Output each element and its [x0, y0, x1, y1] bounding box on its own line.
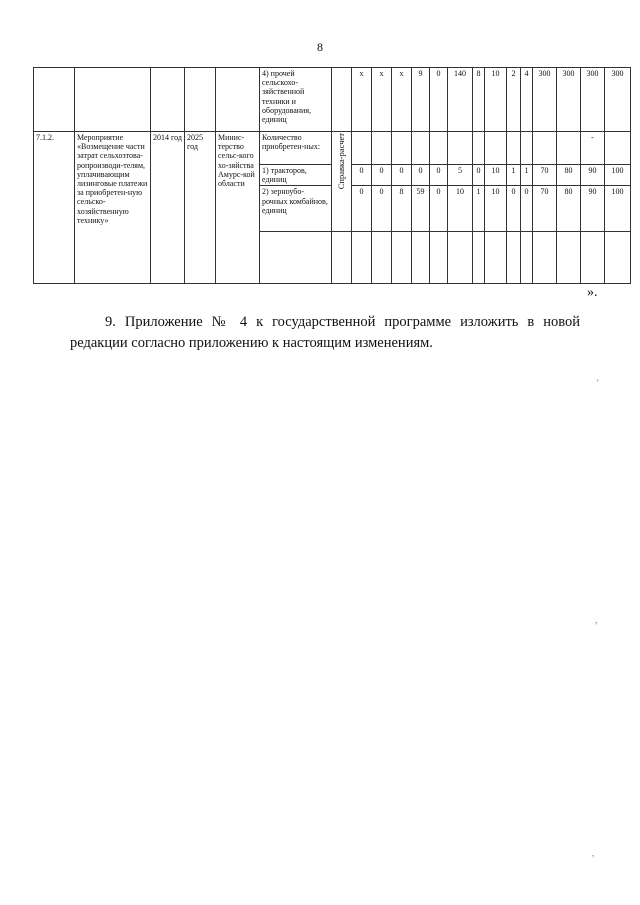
- empty-cell: [605, 232, 631, 284]
- value-cell: x: [352, 68, 372, 132]
- value-cell: 70: [533, 186, 557, 232]
- empty-cell: [485, 132, 507, 165]
- value-cell: 1: [507, 165, 521, 186]
- value-cell: 2: [507, 68, 521, 132]
- value-cell: 300: [581, 68, 605, 132]
- empty-cell: [521, 232, 533, 284]
- value-cell: 100: [605, 186, 631, 232]
- executor-cell: Минис-терство сельс-кого хо-зяйства Амурс-кой области: [216, 132, 260, 284]
- header-mark-cell: -: [581, 132, 605, 165]
- empty-cell: [533, 232, 557, 284]
- empty-cell: [412, 232, 430, 284]
- program-table: [33, 67, 631, 284]
- empty-cell: [533, 132, 557, 165]
- value-cell: 300: [533, 68, 557, 132]
- indicator-cell: 1) тракторов, единиц: [260, 165, 332, 186]
- empty-cell: [430, 232, 448, 284]
- value-cell: 300: [605, 68, 631, 132]
- value-cell: 140: [448, 68, 473, 132]
- empty-cell: [507, 132, 521, 165]
- empty-cell: [581, 232, 605, 284]
- value-cell: x: [392, 68, 412, 132]
- value-cell: 90: [581, 165, 605, 186]
- measure-name-cell: Мероприятие «Возмещение части затрат сельхозтова-ропроизводи-телям, уплачивающим лизинговые платежи за приобретен-ную сельско-хозяйственную технику»: [75, 132, 151, 284]
- value-cell: 8: [473, 68, 485, 132]
- cell-start-empty: [151, 68, 185, 132]
- value-cell: 0: [412, 165, 430, 186]
- empty-cell: [372, 232, 392, 284]
- table-row-other-machinery: [34, 68, 631, 132]
- indicator-cell: 2) зерноубо-рочных комбайнов, единиц: [260, 186, 332, 232]
- value-cell: 100: [605, 165, 631, 186]
- value-cell: x: [372, 68, 392, 132]
- empty-cell: [352, 132, 372, 165]
- empty-cell: [485, 232, 507, 284]
- empty-cell: [412, 132, 430, 165]
- scan-mark: ,: [592, 848, 595, 858]
- empty-cell: [392, 132, 412, 165]
- value-cell: 1: [521, 165, 533, 186]
- scan-mark: ,: [595, 615, 598, 625]
- value-cell: 80: [557, 165, 581, 186]
- cell-code-empty: [34, 68, 75, 132]
- value-cell: 90: [581, 186, 605, 232]
- value-cell: 0: [372, 165, 392, 186]
- value-cell: 8: [392, 186, 412, 232]
- value-cell: 0: [430, 165, 448, 186]
- value-cell: 0: [430, 186, 448, 232]
- value-cell: 10: [485, 186, 507, 232]
- end-year-cell: 2025 год: [185, 132, 216, 284]
- indicator-header-cell: Количество приобретен-ных:: [260, 132, 332, 165]
- value-cell: 70: [533, 165, 557, 186]
- empty-cell: [352, 232, 372, 284]
- empty-cell: [260, 232, 332, 284]
- scan-mark: ': [597, 378, 599, 388]
- measure-code-cell: 7.1.2.: [34, 132, 75, 284]
- empty-cell: [332, 232, 352, 284]
- value-cell: 0: [372, 186, 392, 232]
- value-cell: 80: [557, 186, 581, 232]
- empty-cell: [557, 232, 581, 284]
- empty-cell: [473, 132, 485, 165]
- cell-end-empty: [185, 68, 216, 132]
- value-cell: 0: [473, 165, 485, 186]
- empty-cell: [392, 232, 412, 284]
- empty-cell: [557, 132, 581, 165]
- empty-cell: [448, 232, 473, 284]
- empty-cell: [448, 132, 473, 165]
- value-cell: 1: [473, 186, 485, 232]
- value-cell: 0: [430, 68, 448, 132]
- value-cell: 0: [507, 186, 521, 232]
- value-cell: 0: [352, 186, 372, 232]
- value-cell: 10: [448, 186, 473, 232]
- method-cell: [332, 132, 352, 232]
- value-cell: 0: [392, 165, 412, 186]
- value-cell: 5: [448, 165, 473, 186]
- value-cell: 9: [412, 68, 430, 132]
- cell-executor-empty: [216, 68, 260, 132]
- value-cell: 4: [521, 68, 533, 132]
- closing-quote: ».: [587, 285, 598, 300]
- value-cell: 59: [412, 186, 430, 232]
- empty-cell: [372, 132, 392, 165]
- value-cell: 300: [557, 68, 581, 132]
- empty-cell: [521, 132, 533, 165]
- empty-cell: [605, 132, 631, 165]
- indicator-cell: 4) прочей сельскохо-зяйственной техники и оборудования, единиц: [260, 68, 332, 132]
- empty-cell: [430, 132, 448, 165]
- start-year-cell: 2014 год: [151, 132, 185, 284]
- value-cell: 0: [521, 186, 533, 232]
- empty-cell: [507, 232, 521, 284]
- empty-cell: [473, 232, 485, 284]
- amendment-paragraph: 9. Приложение № 4 к государственной программе изложить в новой редакции согласно приложению к настоящим изменениям.: [70, 313, 580, 351]
- table-row-measure-header: [34, 132, 631, 165]
- value-cell: 0: [352, 165, 372, 186]
- cell-name-empty: [75, 68, 151, 132]
- page-number: 8: [317, 40, 323, 54]
- cell-method-empty: [332, 68, 352, 132]
- value-cell: 10: [485, 165, 507, 186]
- value-cell: 10: [485, 68, 507, 132]
- method-label: Справка-расчет: [335, 133, 346, 190]
